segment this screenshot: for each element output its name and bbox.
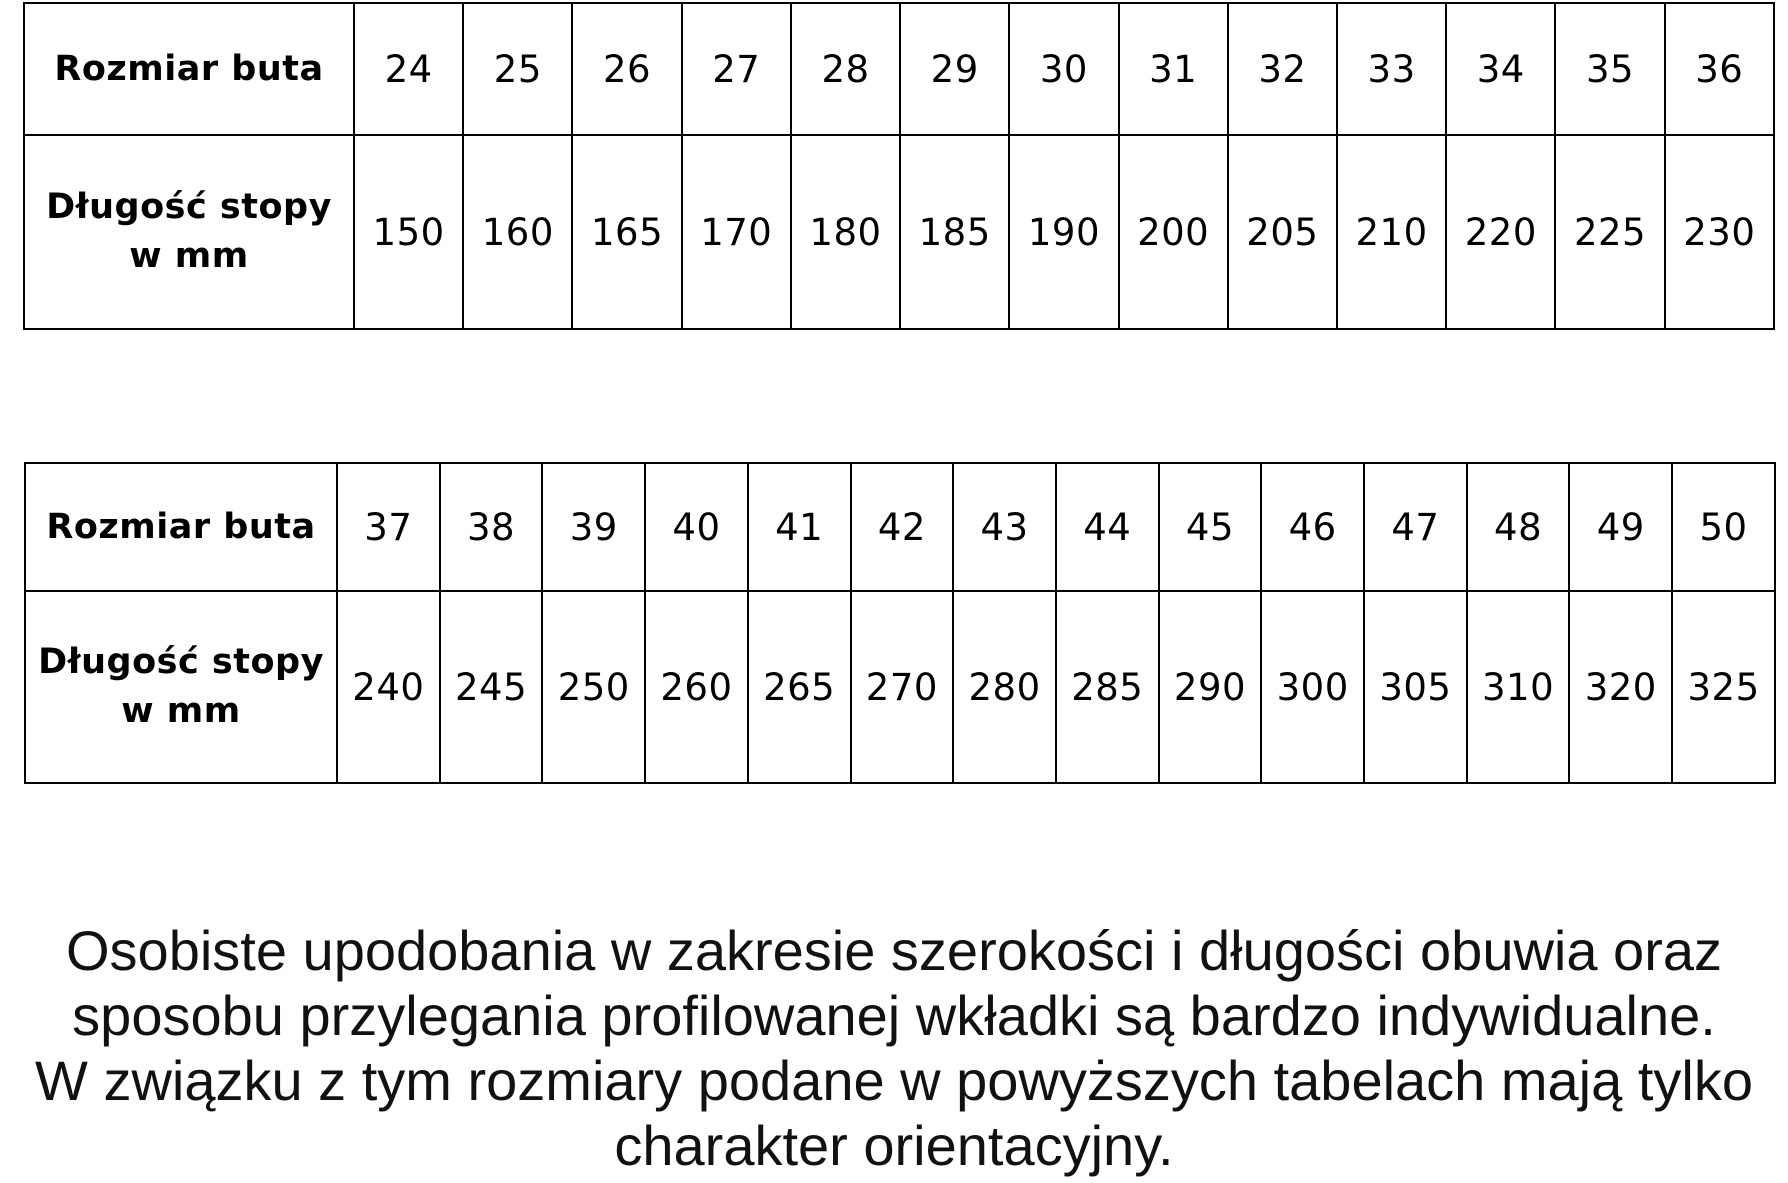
shoe-size-cell: 38 [440,463,543,591]
foot-length-cell: 325 [1672,591,1775,783]
shoe-size-row [25,463,1775,591]
shoe-size-cell: 32 [1228,3,1337,135]
disclaimer-text [0,918,1788,1178]
shoe-size-cell: 40 [645,463,748,591]
shoe-size-cell: 30 [1009,3,1118,135]
foot-length-cell: 280 [953,591,1056,783]
shoe-size-cell: 47 [1364,463,1467,591]
shoe-size-cell: 48 [1467,463,1570,591]
foot-length-label-line2: w mm [129,236,249,276]
foot-length-cell: 245 [440,591,543,783]
foot-length-cell: 260 [645,591,748,783]
shoe-size-row [24,3,1774,135]
disclaimer-line: Osobiste upodobania w zakresie szerokości i długości obuwia oraz [66,919,1722,982]
shoe-size-cell: 44 [1056,463,1159,591]
foot-length-cell: 210 [1337,135,1446,329]
shoe-size-cell: 25 [463,3,572,135]
shoe-size-cell: 42 [851,463,954,591]
foot-length-cell: 285 [1056,591,1159,783]
foot-length-cell: 310 [1467,591,1570,783]
shoe-size-cell: 27 [682,3,791,135]
foot-length-cell: 190 [1009,135,1118,329]
foot-length-cell: 150 [354,135,463,329]
shoe-size-cell: 39 [542,463,645,591]
foot-length-cell: 165 [572,135,681,329]
foot-length-cell: 180 [791,135,900,329]
foot-length-cell: 185 [900,135,1009,329]
shoe-size-cell: 26 [572,3,681,135]
foot-length-cell: 250 [542,591,645,783]
foot-length-label-line1: Długość stopy [38,642,324,682]
foot-length-label [25,591,337,783]
foot-length-cell: 220 [1446,135,1555,329]
shoe-size-cell: 45 [1159,463,1262,591]
foot-length-cell: 170 [682,135,791,329]
foot-length-label-line2: w mm [121,691,241,731]
shoe-size-cell: 37 [337,463,440,591]
shoe-size-cell: 41 [748,463,851,591]
foot-length-cell: 230 [1665,135,1774,329]
disclaimer-line: W związku z tym rozmiary podane w powyższych tabelach mają tylko [35,1049,1753,1112]
foot-length-cell: 240 [337,591,440,783]
foot-length-label [24,135,354,329]
shoe-size-cell: 29 [900,3,1009,135]
foot-length-cell: 300 [1261,591,1364,783]
foot-length-cell: 305 [1364,591,1467,783]
shoe-size-label: Rozmiar buta [24,3,354,135]
shoe-size-cell: 35 [1555,3,1664,135]
shoe-size-cell: 28 [791,3,900,135]
shoe-size-cell: 24 [354,3,463,135]
shoe-size-cell: 33 [1337,3,1446,135]
foot-length-cell: 205 [1228,135,1337,329]
foot-length-cell: 160 [463,135,572,329]
shoe-size-cell: 46 [1261,463,1364,591]
shoe-size-label: Rozmiar buta [25,463,337,591]
shoe-size-cell: 36 [1665,3,1774,135]
foot-length-cell: 320 [1569,591,1672,783]
foot-length-cell: 270 [851,591,954,783]
shoe-size-cell: 43 [953,463,1056,591]
foot-length-cell: 225 [1555,135,1664,329]
foot-length-row [25,591,1775,783]
size-table-children [23,2,1775,330]
disclaimer-line: sposobu przylegania profilowanej wkładki są bardzo indywidualne. [72,984,1716,1047]
shoe-size-cell: 31 [1119,3,1228,135]
foot-length-cell: 200 [1119,135,1228,329]
size-table-adults [24,462,1776,784]
foot-length-row [24,135,1774,329]
shoe-size-cell: 49 [1569,463,1672,591]
foot-length-label-line1: Długość stopy [46,187,332,227]
shoe-size-cell: 34 [1446,3,1555,135]
foot-length-cell: 265 [748,591,851,783]
disclaimer-line: charakter orientacyjny. [614,1114,1174,1177]
foot-length-cell: 290 [1159,591,1262,783]
shoe-size-cell: 50 [1672,463,1775,591]
